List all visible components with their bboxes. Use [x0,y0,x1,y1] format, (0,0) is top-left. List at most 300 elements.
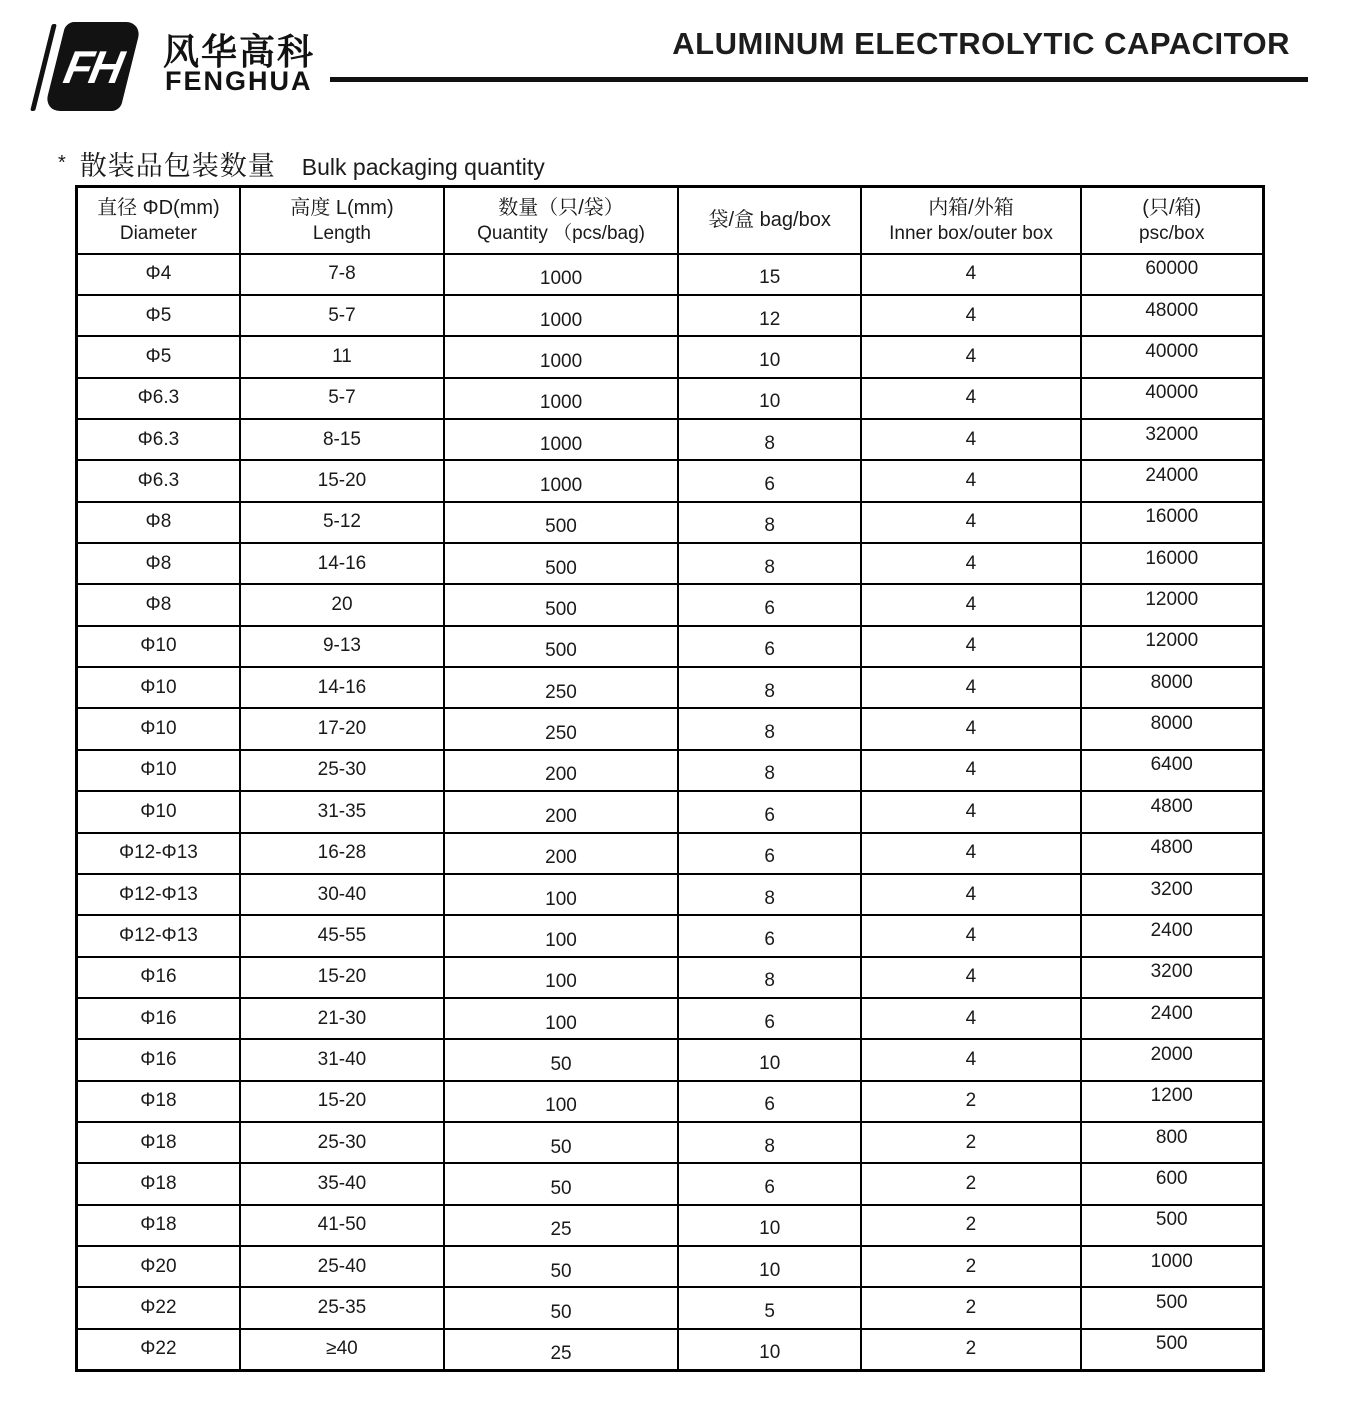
table-cell-value: Φ22 [140,1297,177,1319]
table-cell [678,1246,861,1287]
table-row [77,750,1264,791]
table-cell [678,1287,861,1328]
logo-monogram: FH [60,40,126,93]
column-header-line1: 数量（只/袋） [498,196,624,219]
table-cell-value: 11 [332,345,352,367]
column-header [77,187,240,254]
table-row [77,336,1264,377]
table-cell-value: 5 [764,1301,775,1323]
table-cell [240,1122,444,1163]
table-cell [1081,998,1264,1039]
table-cell-value: 4 [965,800,977,822]
column-header-line2: Quantity （pcs/bag) [477,222,645,244]
table-cell-value: 6 [764,1094,775,1116]
table-cell-value: 8 [764,1135,775,1157]
table-cell-value: 1000 [539,309,583,331]
table-cell-value: 8 [764,763,775,785]
table-cell [444,1329,678,1370]
table-cell [444,791,678,832]
table-cell-value: 500 [545,557,577,579]
table-row [77,626,1264,667]
table-cell [444,998,678,1039]
table-cell [240,1163,444,1204]
table-cell [240,502,444,543]
table-cell-value: 100 [545,971,577,993]
table-cell [444,1081,678,1122]
table-cell [77,1122,240,1163]
table-header [77,187,1264,254]
table-cell-value: 2000 [1150,1044,1193,1065]
table-cell [444,1122,678,1163]
table-cell-value: Φ12-Φ13 [118,842,198,864]
table-cell [861,336,1080,377]
table-cell-value: 200 [545,847,577,869]
table-cell [444,874,678,915]
table-cell [1081,295,1264,336]
table-cell [861,750,1080,791]
table-cell [861,502,1080,543]
table-cell-value: 15-20 [317,966,367,988]
table-row [77,378,1264,419]
table-cell-value: 4 [965,718,977,740]
table-cell [1081,1122,1264,1163]
table-cell-value: 4 [965,552,977,574]
table-cell-value: Φ4 [145,263,172,285]
table-cell-value: 25 [550,1343,572,1365]
table-cell-value: 15 [759,267,781,289]
table-cell [240,833,444,874]
table-cell-value: 4 [965,469,977,491]
table-cell [678,378,861,419]
table-cell [678,543,861,584]
table-cell [678,750,861,791]
table-cell [240,791,444,832]
table-cell [444,254,678,295]
section-title-english: Bulk packaging quantity [301,154,545,180]
table-row [77,915,1264,956]
table-cell-value: 32000 [1145,423,1199,445]
column-header-line2: Diameter [119,222,197,244]
table-cell-value: 15-20 [317,1090,367,1112]
table-cell [861,791,1080,832]
section-asterisk-marker: * [58,152,66,174]
table-cell-value: 500 [545,599,577,621]
table-cell-value: 21-30 [317,1007,367,1029]
table-cell [861,667,1080,708]
column-header [240,187,444,254]
table-cell [444,543,678,584]
table-cell [77,1163,240,1204]
table-cell-value: Φ5 [145,345,172,367]
brand-name-english: FENGHUA [165,66,313,96]
table-cell [1081,336,1264,377]
table-cell [678,1122,861,1163]
table-cell [678,254,861,295]
table-cell-value: 14-16 [317,552,367,574]
table-row [77,1081,1264,1122]
table-cell-value: 9-13 [322,635,361,657]
table-cell [861,1081,1080,1122]
table-row [77,295,1264,336]
table-cell [77,295,240,336]
table-cell [678,708,861,749]
table-cell-value: 4 [965,511,977,533]
table-row [77,1163,1264,1204]
table-row [77,502,1264,543]
table-cell [240,460,444,501]
table-cell [444,957,678,998]
table-row [77,874,1264,915]
table-cell-value: Φ8 [145,511,172,533]
table-cell [678,915,861,956]
table-cell [1081,1205,1264,1246]
table-cell [77,874,240,915]
table-cell [861,1163,1080,1204]
table-cell [678,874,861,915]
table-cell-value: 24000 [1145,464,1199,486]
table-cell [1081,1246,1264,1287]
table-cell-value: Φ6.3 [137,428,180,450]
table-row [77,1246,1264,1287]
table-cell [678,336,861,377]
table-cell [1081,791,1264,832]
table-cell-value: 2400 [1150,919,1193,941]
table-cell-value: 6 [764,804,775,826]
table-cell-value: 250 [545,681,577,703]
table-cell-value: Φ8 [145,552,172,574]
table-cell-value: Φ5 [145,304,172,326]
table-cell [1081,254,1264,295]
table-cell-value: 12 [759,308,781,330]
table-cell [240,336,444,377]
table-cell-value: Φ16 [140,1007,177,1029]
table-row [77,460,1264,501]
table-cell [77,1329,240,1370]
table-cell-value: 6 [764,473,775,495]
table-cell [1081,1287,1264,1328]
table-cell [1081,584,1264,625]
table-cell-value: 4 [965,635,977,657]
table-cell-value: 500 [1155,1292,1188,1314]
table-cell-value: Φ8 [145,594,172,616]
table-cell-value: 35-40 [317,1173,367,1195]
table-cell-value: 6 [764,598,775,620]
table-cell-value: 250 [545,723,577,745]
table-cell-value: 12000 [1145,589,1199,611]
table-cell-value: 3200 [1150,961,1193,983]
table-cell [444,1246,678,1287]
table-cell-value: 6 [764,846,775,868]
table-cell [444,833,678,874]
table-cell-value: 25-30 [317,1131,367,1153]
table-cell [1081,378,1264,419]
document-title: ALUMINUM ELECTROLYTIC CAPACITOR [672,26,1290,61]
table-cell [1081,1163,1264,1204]
table-row [77,1287,1264,1328]
table-cell [77,502,240,543]
table-cell-value: 50 [550,1260,572,1282]
table-cell-value: 14-16 [317,676,367,698]
table-cell [77,1081,240,1122]
table-cell-value: 16-28 [317,842,367,864]
table-cell-value: Φ22 [140,1338,177,1360]
table-cell-value: 100 [545,888,577,910]
table-cell [240,254,444,295]
table-cell [77,708,240,749]
table-cell-value: 2 [965,1173,977,1195]
table-cell-value: 1000 [1150,1250,1193,1272]
table-cell-value: 1000 [539,268,583,290]
table-cell-value: 41-50 [317,1214,367,1236]
table-cell-value: Φ10 [140,800,177,822]
table-cell-value: 3200 [1150,878,1193,900]
column-header-line1: 高度 L(mm) [290,196,394,219]
table-row [77,957,1264,998]
table-cell [861,460,1080,501]
table-cell-value: 1200 [1150,1085,1193,1107]
table-cell-value: 1000 [539,392,583,414]
table-cell [1081,874,1264,915]
table-header-row [77,187,1264,254]
table-cell [77,1287,240,1328]
table-cell [444,708,678,749]
table-cell-value: 4 [965,594,977,616]
table-cell-value: 40000 [1145,340,1199,362]
table-cell-value: 6400 [1150,754,1193,776]
table-cell-value: 17-20 [317,718,367,740]
table-cell [240,378,444,419]
table-cell [444,1205,678,1246]
table-cell-value: Φ10 [140,759,177,781]
table-cell [861,708,1080,749]
table-cell [678,1081,861,1122]
table-cell-value: Φ10 [140,718,177,740]
table-cell [77,419,240,460]
table-cell [77,626,240,667]
table-cell-value: 4 [965,1049,977,1070]
column-header-line1: 内箱/外箱 [928,196,1014,219]
table-cell [1081,708,1264,749]
table-cell [1081,667,1264,708]
table-cell [1081,460,1264,501]
table-cell [861,1205,1080,1246]
table-cell [77,957,240,998]
table-cell [678,1329,861,1370]
table-cell [861,1246,1080,1287]
table-row [77,1205,1264,1246]
table-cell [678,419,861,460]
table-cell [444,1163,678,1204]
table-cell-value: 4 [965,345,977,367]
column-header-line1: 直径 ΦD(mm) [97,196,220,219]
table-cell [1081,1039,1264,1080]
table-cell [1081,750,1264,791]
table-cell-value: 1000 [539,433,583,455]
table-cell-value: 50 [550,1136,572,1158]
table-cell [240,295,444,336]
table-cell-value: 2 [965,1255,977,1277]
table-row [77,1039,1264,1080]
table-cell [444,667,678,708]
table-cell [444,502,678,543]
table-cell [678,1205,861,1246]
table-cell-value: 600 [1155,1168,1188,1190]
column-header [444,187,678,254]
table-cell-value: 4 [965,759,977,781]
table-cell [678,1163,861,1204]
column-header-line1: (只/箱) [1142,196,1202,219]
table-cell [77,1246,240,1287]
table-cell-value: 4 [965,924,977,946]
table-cell-value: 10 [759,1259,781,1281]
table-cell [861,254,1080,295]
table-cell-value: 1000 [539,474,583,496]
table-cell-value: 800 [1155,1126,1188,1148]
table-cell-value: 16000 [1145,547,1199,569]
table-cell [1081,957,1264,998]
table-cell [678,1039,861,1080]
table-cell-value: 5-12 [322,511,361,533]
table-cell [1081,626,1264,667]
table-cell-value: 50 [550,1178,572,1200]
table-cell-value: 100 [545,929,577,951]
table-cell [240,750,444,791]
table-cell [444,750,678,791]
table-body [77,254,1264,1371]
table-cell-value: 100 [545,1095,577,1117]
table-cell-value: 10 [759,1218,781,1240]
table-cell [861,874,1080,915]
column-header-line1: 袋/盒 bag/box [708,209,831,232]
table-cell [1081,1081,1264,1122]
table-cell-value: 50 [550,1302,572,1324]
table-cell-value: 8 [764,680,775,702]
table-cell [861,419,1080,460]
table-cell-value: 4 [965,304,977,326]
table-cell-value: Φ16 [140,966,177,988]
table-cell [861,543,1080,584]
table-cell-value: 10 [759,349,781,371]
table-cell-value: 8-15 [322,428,361,450]
table-cell-value: 2400 [1150,1002,1193,1024]
table-cell [240,584,444,625]
table-cell [444,626,678,667]
table-cell-value: 31-40 [317,1049,367,1070]
table-cell-value: 500 [545,640,577,662]
table-row [77,419,1264,460]
table-cell [240,1287,444,1328]
table-cell-value: 500 [1155,1209,1188,1231]
table-cell-value: 5-7 [328,304,356,326]
table-cell [861,378,1080,419]
table-cell [77,460,240,501]
table-row [77,1329,1264,1370]
table-cell [678,833,861,874]
table-cell-value: 4 [965,842,977,864]
table-cell-value: 8 [764,887,775,909]
table-cell [77,254,240,295]
table-cell-value: 10 [759,391,781,413]
table-row [77,254,1264,295]
table-cell-value: Φ16 [140,1049,177,1070]
table-cell [861,295,1080,336]
table-cell-value: 20 [331,594,353,616]
table-cell-value: Φ18 [140,1090,177,1112]
table-cell-value: Φ10 [140,676,177,698]
table-cell-value: 4 [965,676,977,698]
table-cell [861,1329,1080,1370]
table-cell [444,584,678,625]
table-cell [240,915,444,956]
table-cell [444,915,678,956]
table-cell [678,502,861,543]
column-header-line2: Inner box/outer box [889,222,1053,244]
table-cell [77,998,240,1039]
table-cell [1081,543,1264,584]
table-cell [861,833,1080,874]
table-row [77,791,1264,832]
table-cell-value: 50 [550,1054,572,1075]
table-cell-value: 4 [965,263,977,285]
column-header-line2: psc/box [1139,222,1205,244]
table-cell-value: 8 [764,432,775,454]
table-cell-value: Φ12-Φ13 [118,924,198,946]
table-cell-value: Φ6.3 [137,387,180,409]
table-cell-value: 10 [759,1342,781,1364]
table-cell [444,295,678,336]
table-cell [861,998,1080,1039]
table-cell [77,667,240,708]
table-cell-value: 15-20 [317,469,367,491]
table-cell-value: 8000 [1150,671,1193,693]
table-cell [77,584,240,625]
table-row [77,833,1264,874]
table-cell [1081,502,1264,543]
table-cell [444,419,678,460]
table-cell-value: 2 [965,1131,977,1153]
table-cell-value: 2 [965,1090,977,1112]
table-cell-value: 8 [764,970,775,992]
bulk-packaging-table [75,185,1265,1372]
table-cell [240,626,444,667]
table-cell-value: 200 [545,805,577,827]
table-cell [77,791,240,832]
table-cell [240,543,444,584]
table-cell-value: Φ10 [140,635,177,657]
table-cell-value: 500 [545,516,577,538]
brand-name-chinese: 风华高科 [163,31,316,72]
table-cell-value: 25-30 [317,759,367,781]
table-cell-value: Φ18 [140,1214,177,1236]
table-cell [861,626,1080,667]
table-row [77,1122,1264,1163]
table-cell [240,708,444,749]
table-cell-value: 2 [965,1297,977,1319]
table-cell-value: 10 [759,1053,781,1074]
table-cell [678,791,861,832]
table-cell-value: 500 [1155,1333,1188,1355]
table-cell [77,833,240,874]
table-cell [77,378,240,419]
column-header [1081,187,1264,254]
table-cell [444,1287,678,1328]
column-header [678,187,861,254]
table-cell-value: 31-35 [317,800,367,822]
table-cell [1081,1329,1264,1370]
table-cell-value: Φ18 [140,1131,177,1153]
table-cell [240,1329,444,1370]
table-cell [861,957,1080,998]
